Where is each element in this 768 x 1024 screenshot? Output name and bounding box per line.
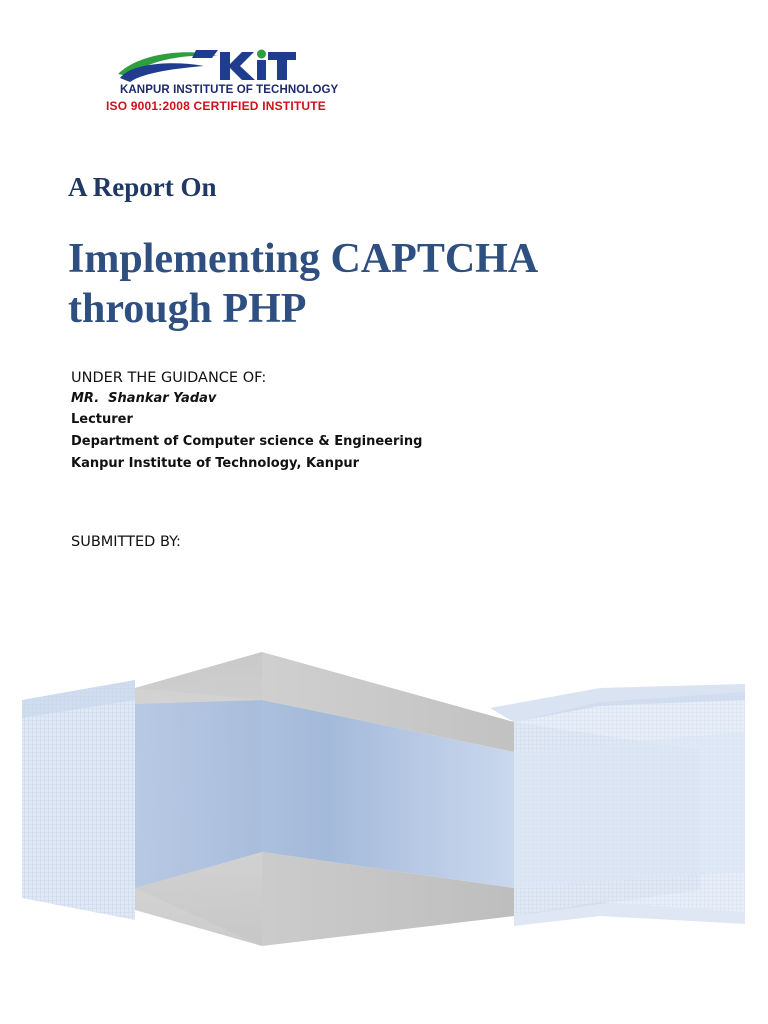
report-title-line-1: Implementing CAPTCHA xyxy=(68,236,539,282)
submitted-by-heading: SUBMITTED BY: xyxy=(71,534,181,550)
guide-department: Department of Computer science & Engineering xyxy=(71,434,423,449)
guidance-block xyxy=(71,367,422,475)
guide-institute: Kanpur Institute of Technology, Kanpur xyxy=(71,456,360,471)
report-on-heading: A Report On xyxy=(68,172,217,202)
report-title xyxy=(68,234,688,334)
kit-logo-mark xyxy=(100,46,360,86)
logo-institute-name: KANPUR INSTITUTE OF TECHNOLOGY xyxy=(120,84,339,96)
guide-name: MR. Shankar Yadav xyxy=(71,391,217,406)
decorative-graphic xyxy=(0,640,768,960)
guidance-heading: UNDER THE GUIDANCE OF: xyxy=(71,370,267,386)
report-title-line-2: through PHP xyxy=(68,286,307,332)
kit-logo xyxy=(100,46,360,118)
logo-certification: ISO 9001:2008 CERTIFIED INSTITUTE xyxy=(106,99,326,113)
guide-designation: Lecturer xyxy=(71,412,133,427)
